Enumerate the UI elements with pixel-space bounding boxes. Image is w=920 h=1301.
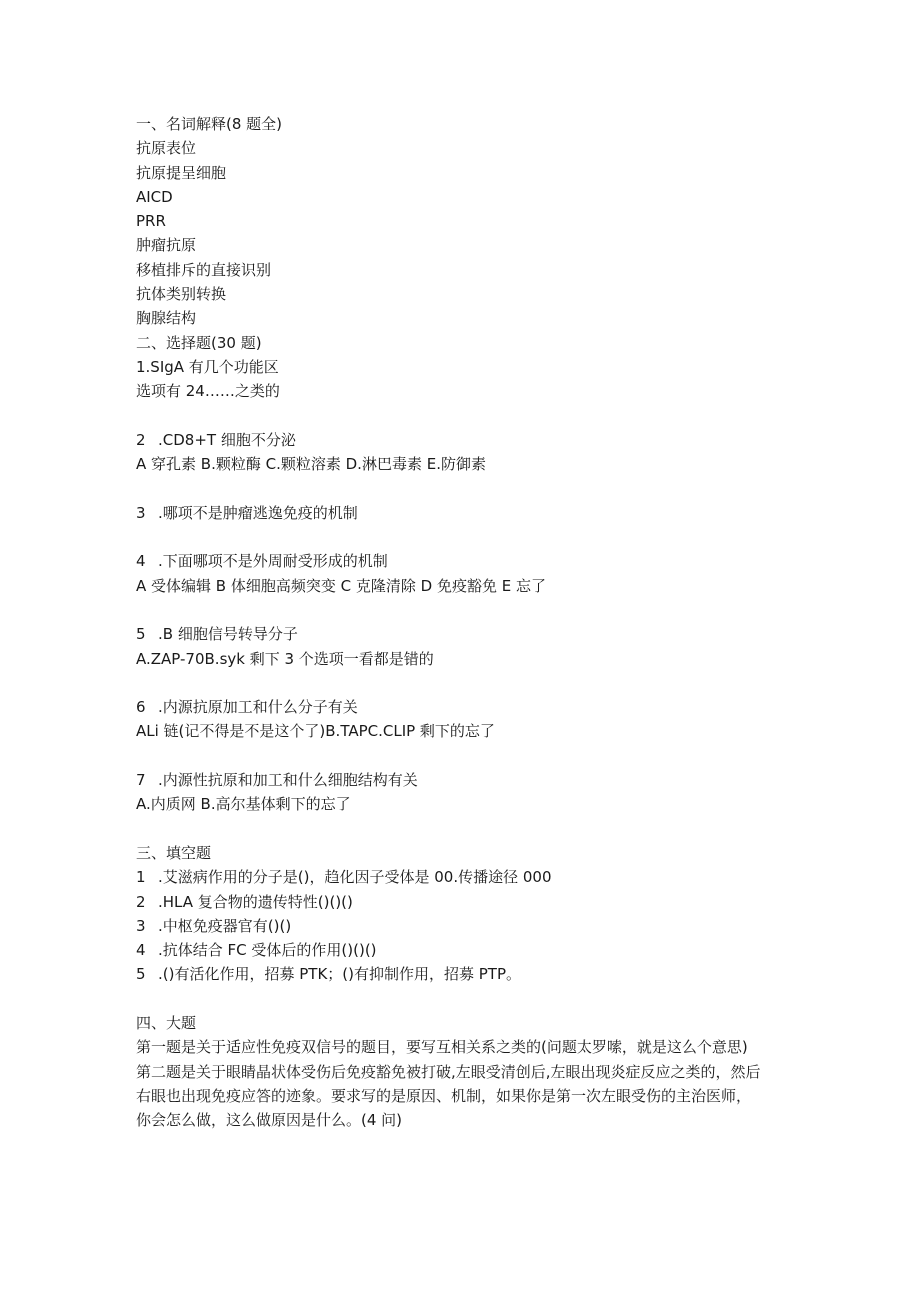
question-7 (136, 768, 796, 792)
question-6-options: ALi 链(记不得是不是这个了)B.TAPC.CLIP 剩下的忘了 (136, 722, 495, 741)
essay-question-2-line: 第二题是关于眼睛晶状体受伤后免疫豁免被打破,左眼受清创后,左眼出现炎症反应之类的，然后 (136, 1062, 761, 1081)
section3-heading: 三、填空题 (136, 843, 212, 862)
term-item: AICD (136, 187, 173, 206)
term-item: PRR (136, 212, 166, 231)
spacer (136, 476, 796, 500)
question-number: 7 (136, 771, 146, 790)
question-number: 5 (136, 625, 146, 644)
question-text: .哪项不是肿瘤逃逸免疫的机制 (158, 503, 358, 522)
fill-number: 4 (136, 941, 146, 960)
term-item: 移植排斥的直接识别 (136, 260, 272, 279)
question-1-options: 选项有 24……之类的 (136, 382, 280, 401)
question-text: .内源性抗原和加工和什么细胞结构有关 (158, 771, 418, 790)
question-4-options: A 受体编辑 B 体细胞高频突变 C 克隆清除 D 免疫豁免 E 忘了 (136, 576, 546, 595)
fill-number: 2 (136, 892, 146, 911)
question-number: 2 (136, 430, 146, 449)
fill-item (136, 914, 796, 938)
question-text: .B 细胞信号转导分子 (158, 625, 298, 644)
essay-question-2-line: 你会怎么做，这么做原因是什么。(4 问) (136, 1111, 403, 1130)
question-2-options: A 穿孔素 B.颗粒酶 C.颗粒溶素 D.淋巴毒素 E.防御素 (136, 455, 486, 474)
spacer (136, 598, 796, 622)
spacer (136, 817, 796, 841)
fill-item (136, 865, 796, 889)
question-4 (136, 549, 796, 573)
fill-number: 5 (136, 965, 146, 984)
question-text: .内源抗原加工和什么分子有关 (158, 698, 358, 717)
fill-text: .HLA 复合物的遗传特性()()() (158, 892, 353, 911)
question-text: .CD8+T 细胞不分泌 (158, 430, 296, 449)
fill-text: .艾滋病作用的分子是()，趋化因子受体是 00.传播途径 000 (158, 868, 552, 887)
question-5-options: A.ZAP-70B.syk 剩下 3 个选项一看都是错的 (136, 649, 434, 668)
fill-text: .抗体结合 FC 受体后的作用()()() (158, 941, 377, 960)
fill-number: 3 (136, 916, 146, 935)
fill-item (136, 890, 796, 914)
term-item: 抗原提呈细胞 (136, 163, 227, 182)
fill-text: .()有活化作用，招募 PTK；()有抑制作用，招募 PTP。 (158, 965, 522, 984)
spacer (136, 744, 796, 768)
question-5 (136, 622, 796, 646)
fill-item (136, 938, 796, 962)
spacer (136, 525, 796, 549)
question-3 (136, 501, 796, 525)
spacer (136, 987, 796, 1011)
question-number: 6 (136, 698, 146, 717)
spacer (136, 671, 796, 695)
fill-text: .中枢免疫器官有()() (158, 916, 292, 935)
term-item: 胸腺结构 (136, 309, 197, 328)
question-6 (136, 695, 796, 719)
spacer (136, 404, 796, 428)
term-item: 抗体类别转换 (136, 285, 227, 304)
section1-heading: 一、名词解释(8 题全) (136, 115, 283, 133)
essay-question-1: 第一题是关于适应性免疫双信号的题目，要写互相关系之类的(问题太罗嗦，就是这么个意思) (136, 1038, 748, 1057)
term-item: 肿瘤抗原 (136, 236, 197, 255)
section4-heading: 四、大题 (136, 1013, 197, 1032)
question-7-options: A.内质网 B.高尔基体剩下的忘了 (136, 795, 351, 814)
section2-heading: 二、选择题(30 题) (136, 333, 262, 352)
term-item: 抗原表位 (136, 139, 197, 158)
essay-question-2-line: 右眼也出现免疫应答的迹象。要求写的是原因、机制，如果你是第一次左眼受伤的主治医师， (136, 1086, 752, 1105)
question-2 (136, 428, 796, 452)
question-1: 1.SIgA 有几个功能区 (136, 357, 279, 376)
fill-item (136, 962, 796, 986)
document-page (136, 112, 796, 1132)
question-text: .下面哪项不是外周耐受形成的机制 (158, 552, 388, 571)
question-number: 3 (136, 503, 146, 522)
fill-number: 1 (136, 868, 146, 887)
question-number: 4 (136, 552, 146, 571)
